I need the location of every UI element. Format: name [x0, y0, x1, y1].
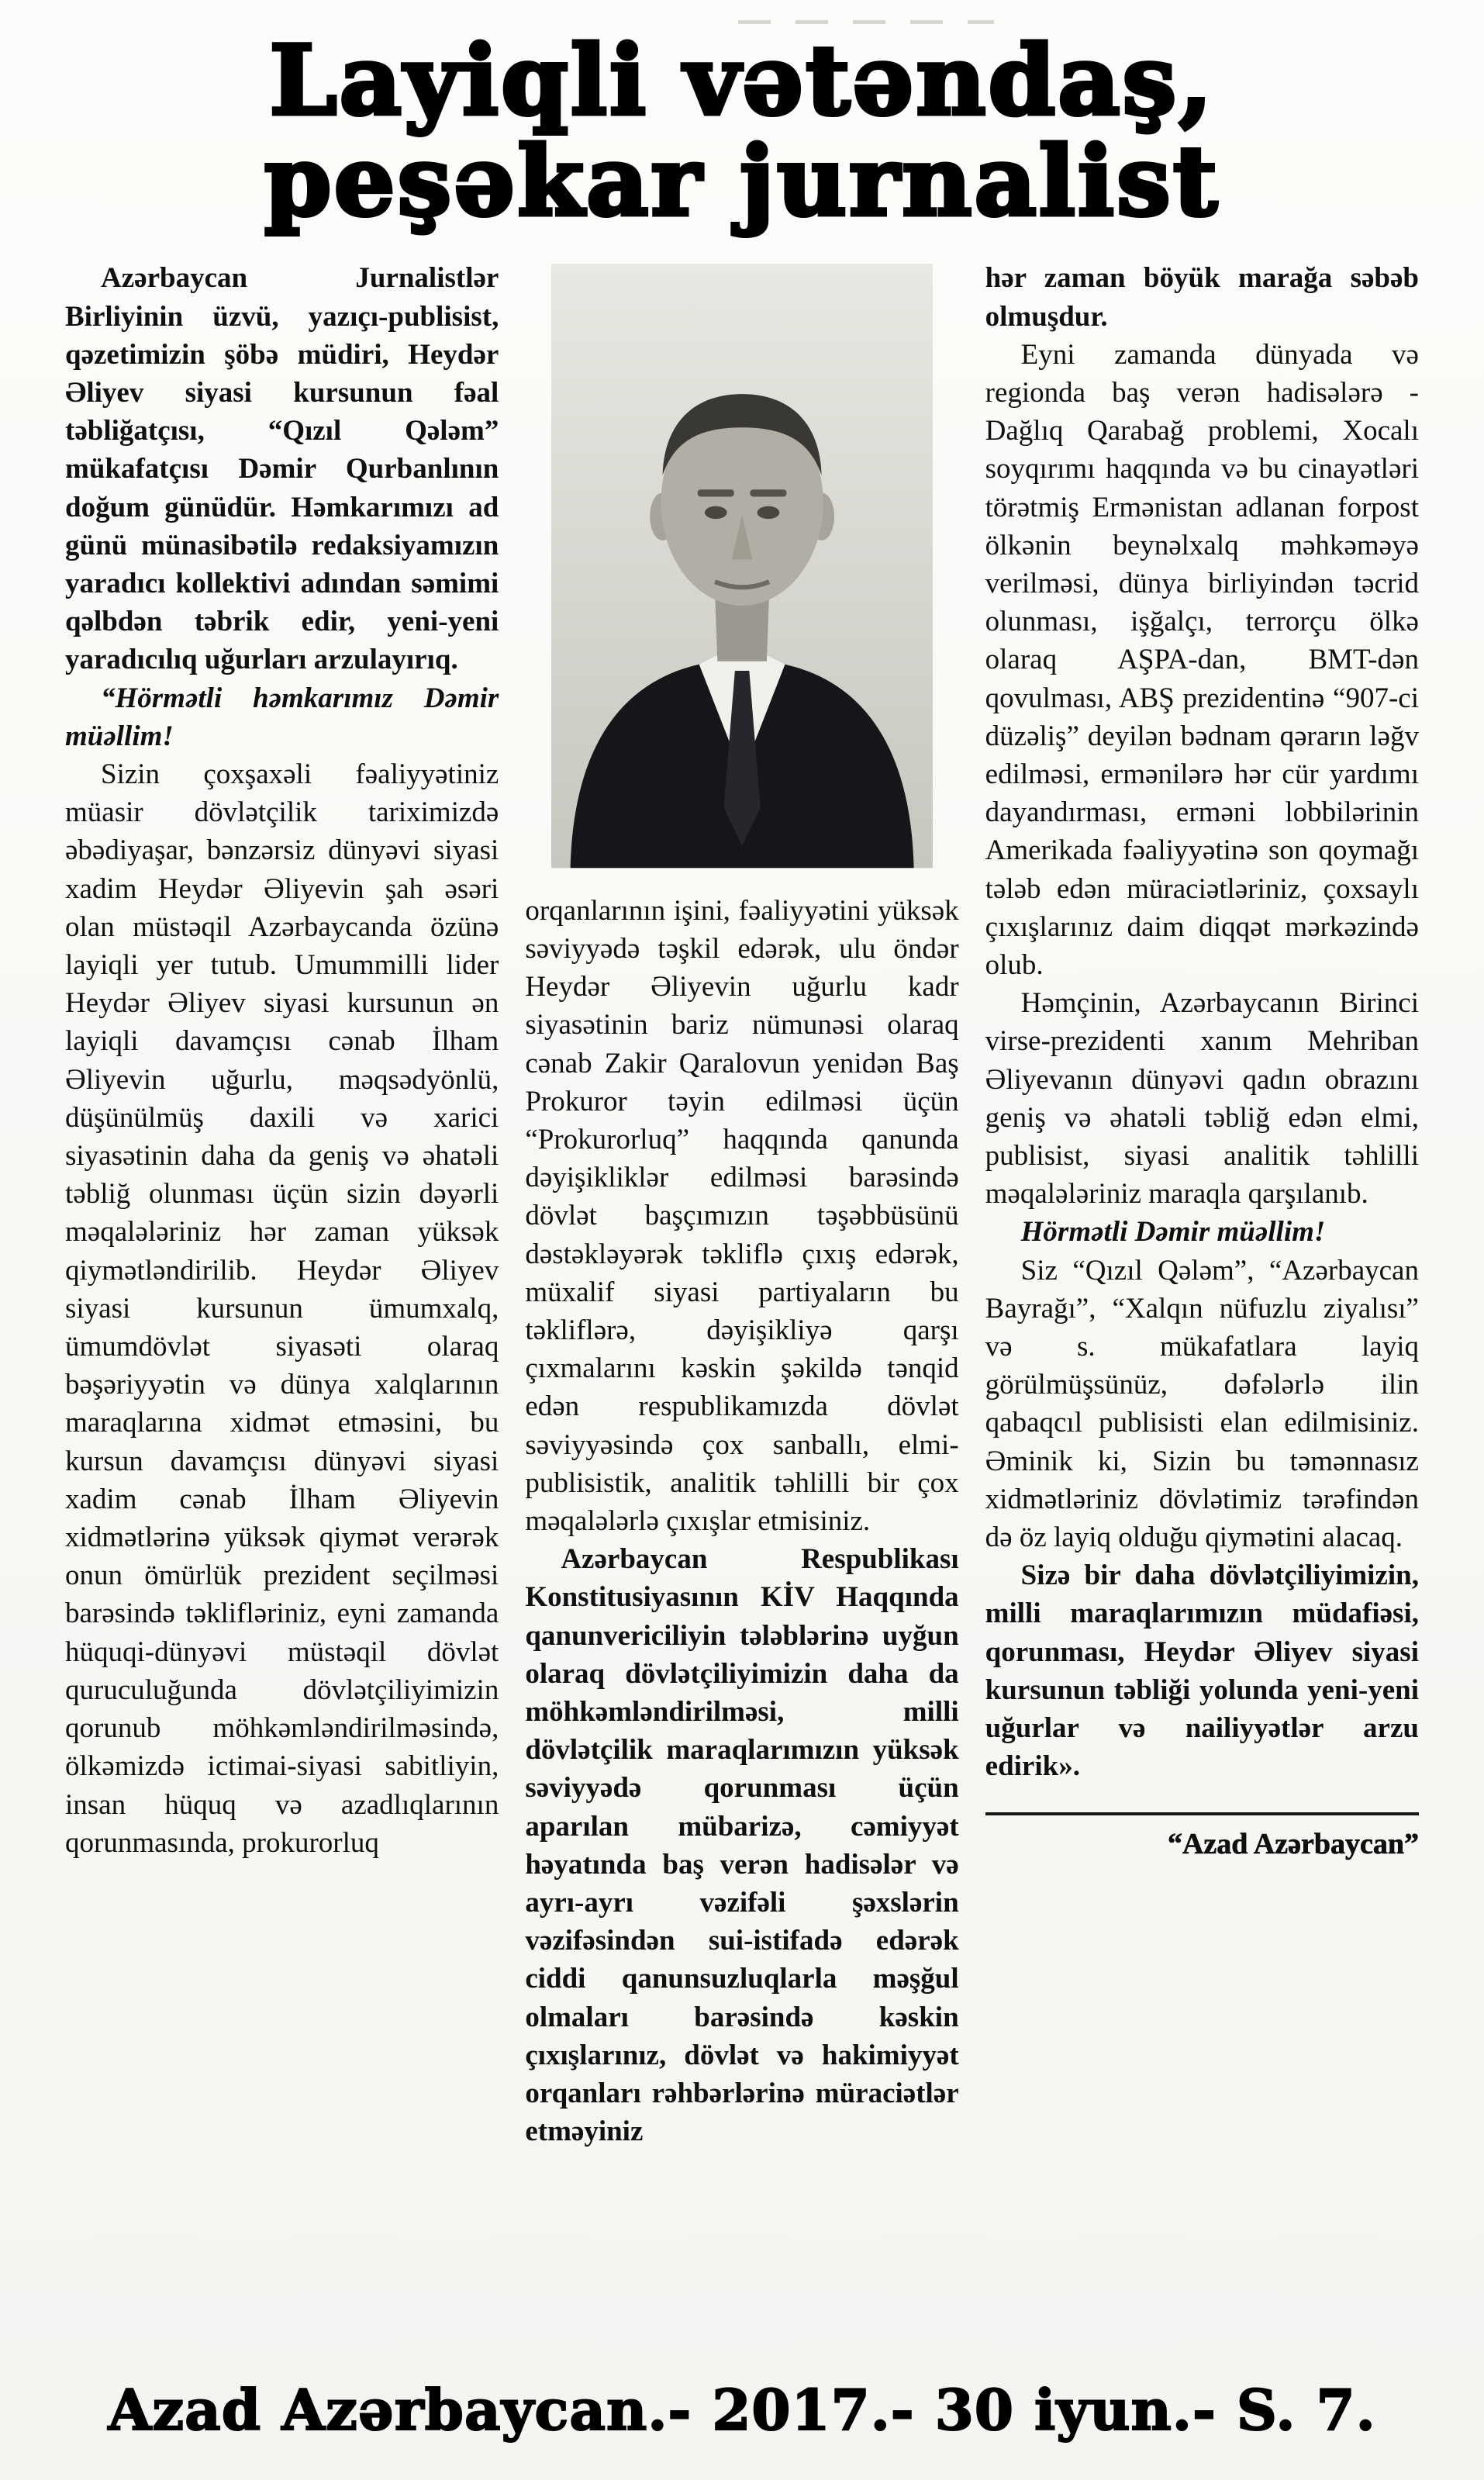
sub-salutation-paragraph: Hörmətli Dəmir müəllim!: [1020, 1216, 1326, 1249]
column-right: [985, 259, 1419, 2150]
column-middle: [525, 259, 958, 2150]
column-left: [65, 259, 499, 2150]
article-paragraph: hər zaman böyük marağa səbəb olmuşdur.: [985, 262, 1419, 333]
article-headline: [65, 25, 1419, 239]
salutation-paragraph: “Hörmətli həmkarımız Dəmir müəllim!: [65, 682, 499, 752]
scan-artifact: [738, 20, 994, 24]
article-paragraph: Sizin çoxşaxəli fəaliyyətiniz müasir dövlətçilik tariximizdə əbədiyaşar, bənzərsiz dünyəvi siyasi xadim Heydər Əliyevin şah əsəri olan müstəqil Azərbaycanda özünə layiqli yer tutub. Umummilli lider Heydər Əliyev siyasi kursunun ən layiqli davamçısı cənab İlham Əliyevin uğurlu, məqsədyönlü, düşünülmüş daxili və xarici siyasətinin daha da geniş və əhatəli təbliğ olunması üçün sizin dəyərli məqalələriniz hər zaman yüksək qiymətləndirilib. Heydər Əliyev siyasi kursunun ümumxalq, ümumdövlət siyasəti olaraq bəşəriyyətin və dünya xalqlarının maraqlarına xidmət etməsini, bu kursun davamçısı dünyəvi siyasi xadim cənab İlham Əliyevin xidmətlərinə yüksək qiymət verərək onun ömürlük prezident seçilməsi barəsində təklifləriniz, eyni zamanda hüquqi-dünyəvi müstəqil dövlət quruculuğunda dövlətçiliyimizin qorunub möhkəmləndirilməsində, ölkəmizdə ictimai-siyasi sabitliyin, insan hüquq və azadlıqlarının qorunmasında, prokurorluq: [65, 758, 499, 1859]
portrait-photo: [525, 264, 958, 868]
intro-paragraph: Azərbaycan Jurnalistlər Birliyinin üzvü, yazıçı-publisist, qəzetimizin şöbə müdiri, Heydər Əliyev siyasi kursunun fəal təbliğatçısı, “Qızıl Qələm” mükafatçısı Dəmir Qurbanlının doğum günüdür. Həmkarımızı ad günü münasibətilə redaksiyamızın yaradıcı kollektivi adından səmimi qəlbdən təbrik edir, yeni-yeni yaradıcılıq uğurları arzulayırıq.: [65, 262, 499, 676]
article-paragraph: Eyni zamanda dünyada və regionda baş verən hadisələrə - Dağlıq Qarabağ problemi, Xocalı soyqırımı haqqında və bu cinayətləri törətmiş Ermənistan adlanan forpost ölkənin beynəlxalq məhkəməyə verilməsi, dünya birliyindən təcrid olunması, işğalçı, terrorçu ölkə olaraq AŞPA-dan, BMT-dən qovulması, ABŞ prezidentinə “907-ci düzəliş” deyilən bədnam qərarın ləğv edilməsi, ermənilərə hər cür yardımı dayandırması, erməni lobbilərinin Amerikada fəaliyyətinə son qoymağı tələb edən müraciətləriniz, çoxsaylı çıxışlarınız daim diqqət mərkəzində olub.: [985, 338, 1419, 982]
article-body: [65, 259, 1419, 2150]
article-paragraph: Siz “Qızıl Qələm”, “Azərbaycan Bayrağı”, “Xalqın nüfuzlu ziyalısı” və s. mükafatlara layiq görülmüşsünüz, dəfələrlə ilin qabaqcıl publisisti elan edilmisiniz. Əminik ki, Sizin bu təmənnasız xidmətləriniz dövlətimiz tərəfindən də öz layiq olduğu qiymətini alacaq.: [985, 1254, 1419, 1554]
article-paragraph: Azərbaycan Respublikası Konstitusiyasının KİV Haqqında qanunvericiliyin tələblərinə uyğun olaraq dövlətçiliyimizin daha da möhkəmləndirilməsi, milli dövlətçilik maraqlarımızın yüksək səviyyədə qorunması üçün aparılan mübarizə, cəmiyyət həyatında baş verən hadisələr və ayrı-ayrı vəzifəli şəxslərin vəzifəsindən sui-istifadə edərək ciddi qanunsuzluqlarla məşğul olmaları barəsində kəskin çıxışlarınız, dövlət və hakimiyyət orqanları rəhbərlərinə müraciətlər etməyiniz: [525, 1543, 959, 2148]
headline-line-1: Layiqli vətəndaş,: [269, 25, 1215, 137]
portrait-photo-image: [551, 264, 933, 868]
article-paragraph: orqanlarının işini, fəaliyyətini yüksək səviyyədə təşkil edərək, ulu öndər Heydər Əliyevin uğurlu kadr siyasətinin bariz nümunəsi olaraq cənab Zakir Qaralovun yenidən Baş Prokuror təyin edilməsi üçün “Prokurorluq” haqqında qanunda dəyişikliklər edilməsi barəsində dövlət başçımızın təşəbbüsünü dəstəkləyərək təkliflə çıxış edərək, müxalif siyasi partiyaların bu təkliflərə, dəyişikliyə qarşı çıxmalarını kəskin şəkildə tənqid edən respublikamızda dövlət səviyyəsində çox sanballı, elmi-publisistik, analitik təhlilli bir çox məqalələrlə çıxışlar etmisiniz.: [525, 894, 959, 1537]
headline-line-2: peşəkar jurnalist: [264, 126, 1220, 239]
newspaper-signature: “Azad Azərbaycan”: [1167, 1827, 1419, 1860]
citation-footer: Azad Azərbaycan.- 2017.- 30 iyun.- S. 7.: [108, 2377, 1376, 2443]
article-paragraph: Sizə bir daha dövlətçiliyimizin, milli maraqlarımızın müdafiəsi, qorunması, Heydər Əliyev siyasi kursunun təbliği yolunda yeni-yeni uğurlar və nailiyyətlər arzu edirik».: [985, 1559, 1419, 1783]
article-paragraph: Həmçinin, Azərbaycanın Birinci virse-prezidenti xanım Mehriban Əliyevanın dünyəvi qadın obrazını geniş və əhatəli təbliğ edən elmi, publisist, siyasi analitik təhlilli məqalələriniz maraqla qarşılanıb.: [985, 987, 1419, 1211]
